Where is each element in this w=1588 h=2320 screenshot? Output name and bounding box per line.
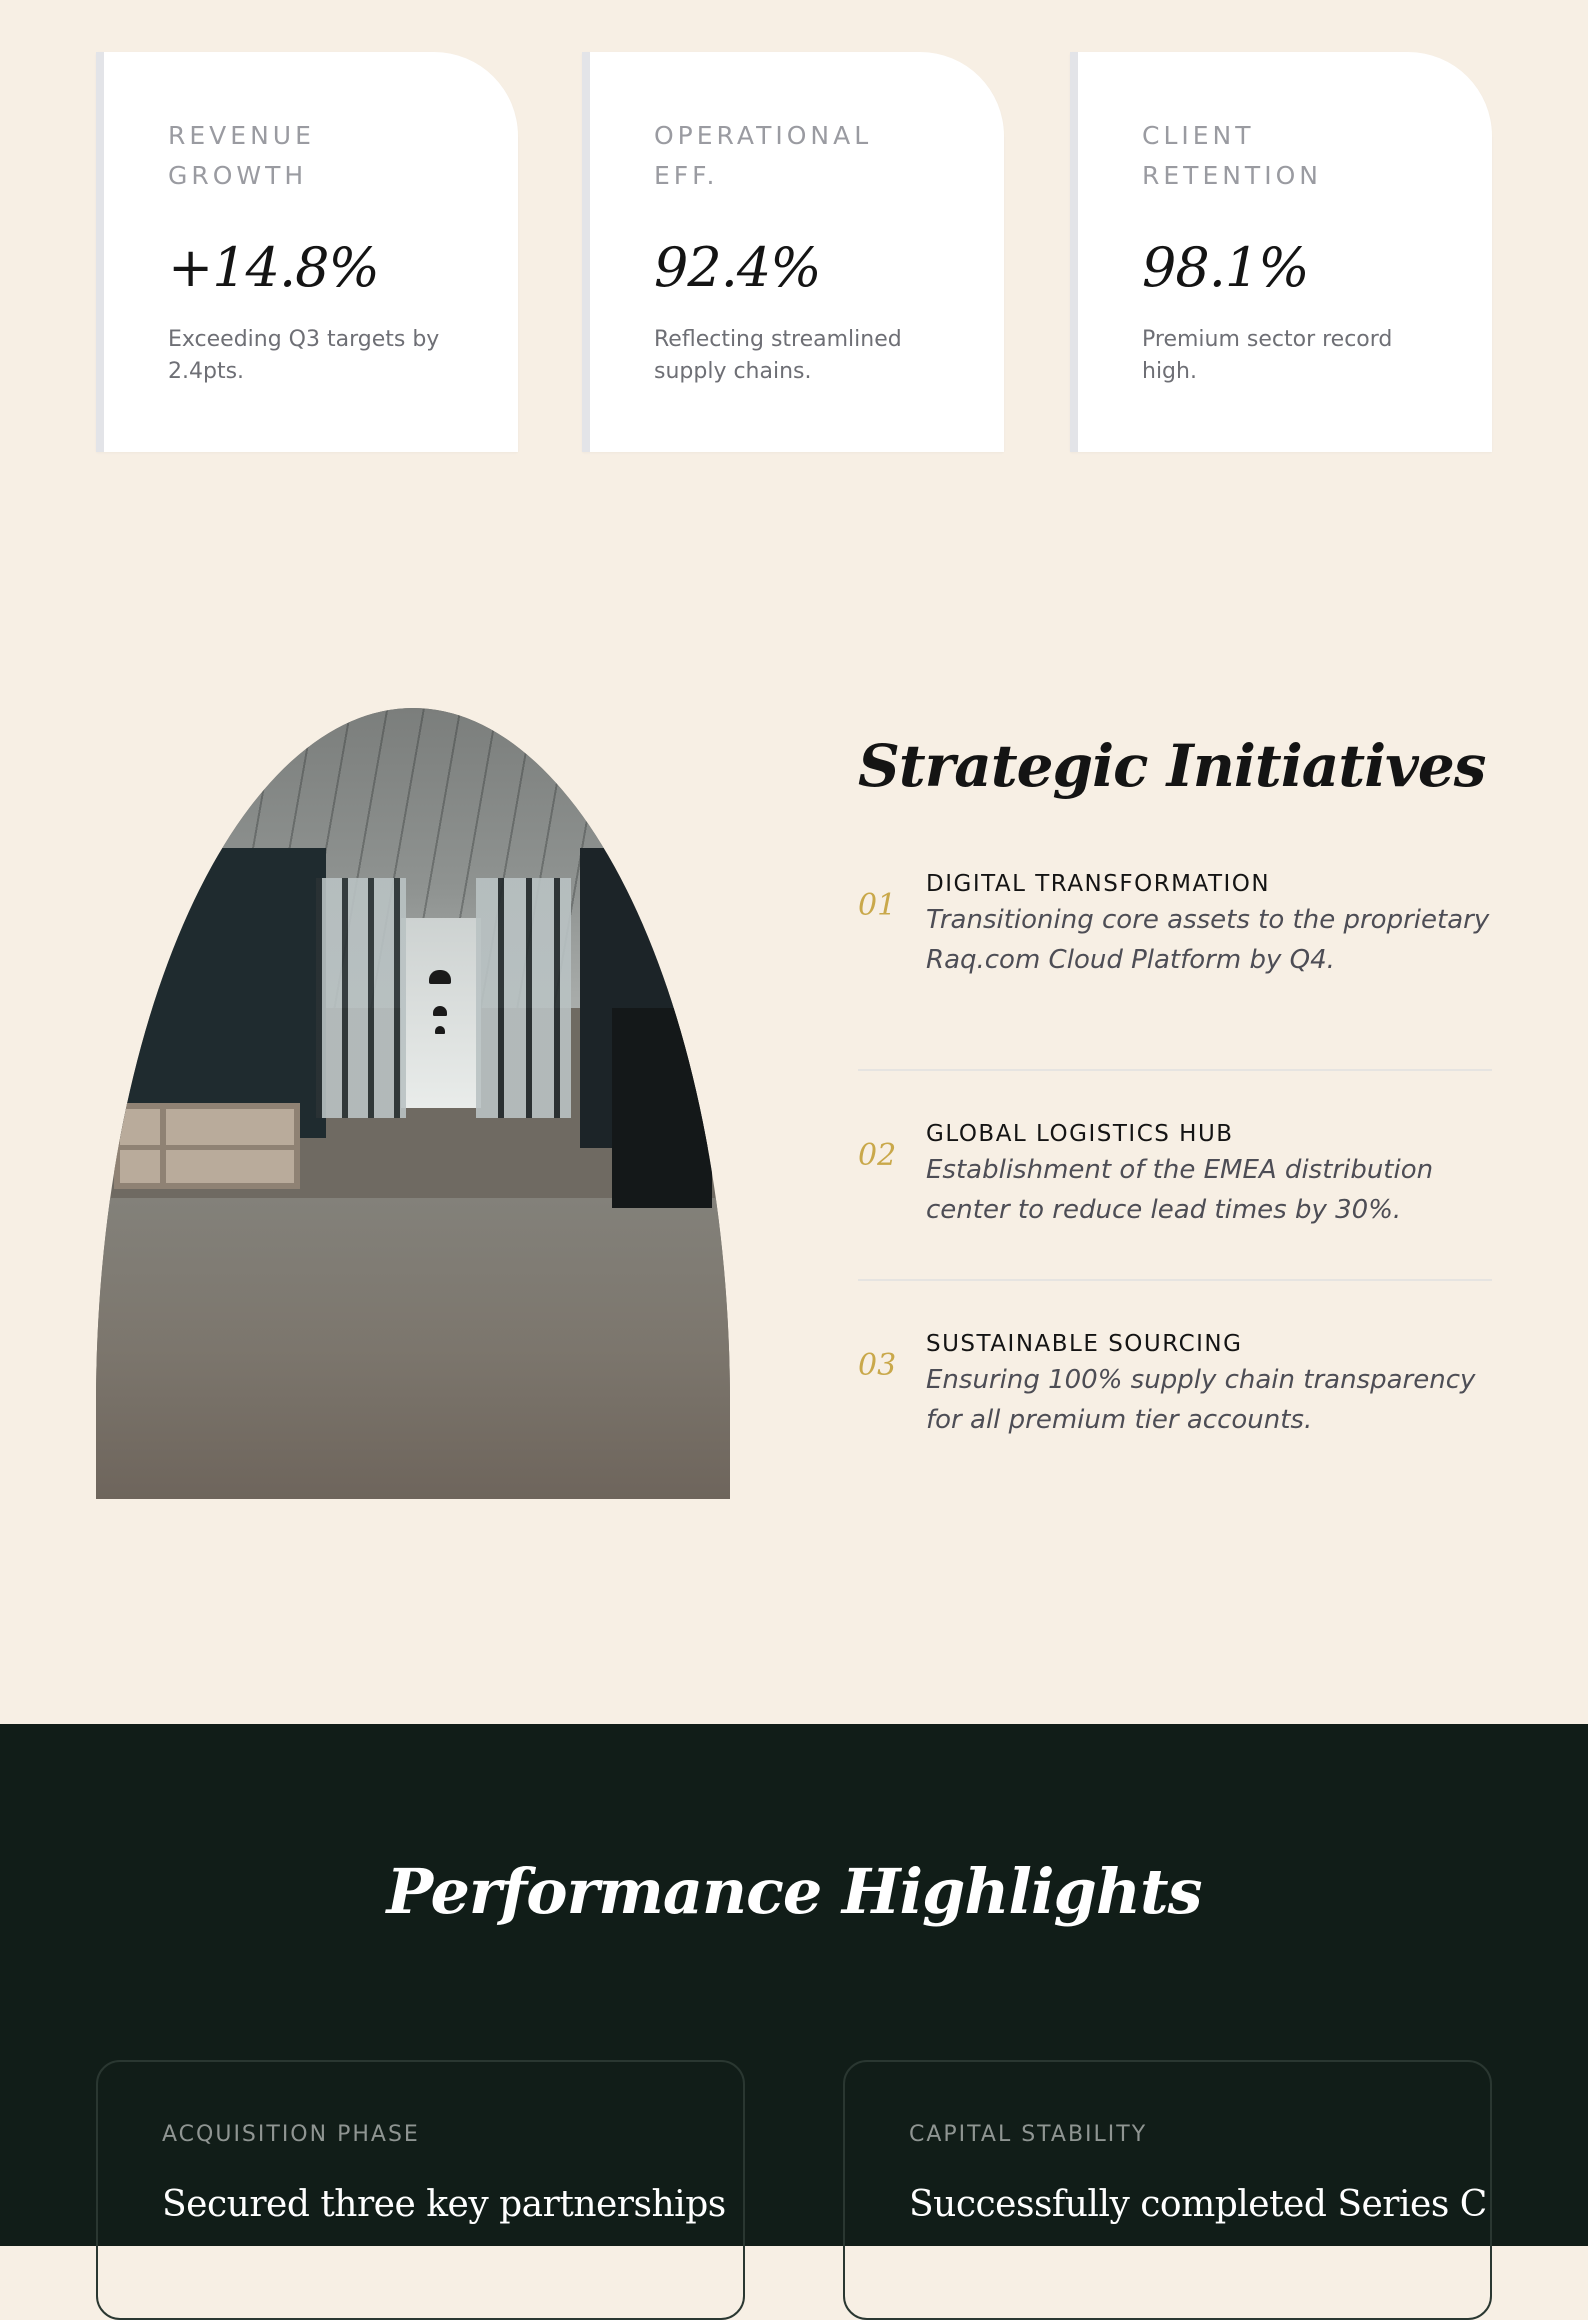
initiative-number: 01 <box>858 888 897 923</box>
initiative-body <box>926 1118 1492 1230</box>
initiative-description: Establishment of the EMEA distribution center to reduce lead times by 30%. <box>926 1155 1434 1225</box>
image-glass-wall-right <box>476 878 571 1118</box>
highlight-label: ACQUISITION PHASE <box>162 2122 420 2147</box>
image-left-wall <box>96 848 326 1138</box>
highlight-card-capital <box>843 2060 1492 2320</box>
initiative-title: SUSTAINABLE SOURCING <box>926 1331 1243 1357</box>
kpi-description: Premium sector record high. <box>1142 327 1393 384</box>
initiative-description: Transitioning core assets to the proprietary Raq.com Cloud Platform by Q4. <box>926 905 1490 975</box>
initiative-number: 02 <box>858 1138 897 1173</box>
highlight-text: Successfully completed Series C <box>909 2184 1487 2225</box>
initiative-number: 03 <box>858 1348 897 1383</box>
image-glass-wall-left <box>316 878 406 1118</box>
divider <box>858 1069 1492 1071</box>
kpi-value: 98.1% <box>1142 236 1309 299</box>
initiative-body <box>926 868 1492 980</box>
kpi-card-revenue-growth <box>96 52 518 452</box>
pendant-lamp-icon <box>433 1006 447 1016</box>
kpi-card-operational-efficiency <box>582 52 1004 452</box>
strategic-initiatives-heading: Strategic Initiatives <box>858 732 1486 800</box>
pendant-lamp-icon <box>435 1026 445 1034</box>
image-shelf <box>114 1103 300 1189</box>
pendant-lamp-icon <box>429 970 451 984</box>
performance-highlights-section <box>0 1724 1588 2246</box>
kpi-label: OPERATIONAL EFF. <box>654 121 873 190</box>
initiative-body <box>926 1328 1492 1440</box>
divider <box>858 1279 1492 1281</box>
kpi-card-client-retention <box>1070 52 1492 452</box>
office-corridor-image <box>96 708 730 1499</box>
kpi-label: REVENUE GROWTH <box>168 121 315 190</box>
initiative-title: GLOBAL LOGISTICS HUB <box>926 1121 1234 1147</box>
kpi-description: Exceeding Q3 targets by 2.4pts. <box>168 327 440 384</box>
kpi-label: CLIENT RETENTION <box>1142 121 1322 190</box>
initiative-description: Ensuring 100% supply chain transparency for all premium tier accounts. <box>926 1365 1476 1435</box>
kpi-value: +14.8% <box>168 236 379 299</box>
highlight-card-acquisition <box>96 2060 745 2320</box>
kpi-description: Reflecting streamlined supply chains. <box>654 327 902 384</box>
image-fridge <box>612 1008 712 1208</box>
performance-highlights-heading: Performance Highlights <box>386 1855 1202 1928</box>
highlight-text: Secured three key partnerships <box>162 2184 726 2225</box>
image-floor <box>96 1198 730 1499</box>
kpi-value: 92.4% <box>654 236 821 299</box>
initiative-title: DIGITAL TRANSFORMATION <box>926 871 1271 897</box>
highlight-label: CAPITAL STABILITY <box>909 2122 1148 2147</box>
